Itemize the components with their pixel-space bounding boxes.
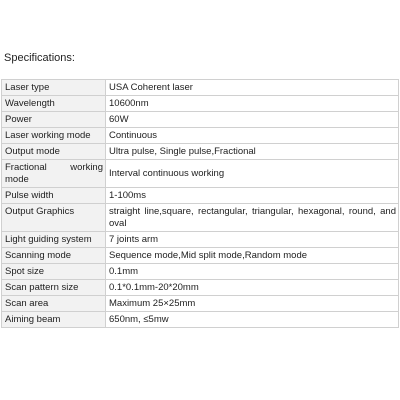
- specifications-table: [1, 79, 399, 328]
- spec-label: [2, 160, 106, 188]
- table-row: [2, 144, 399, 160]
- spec-label: Scanning mode: [2, 248, 106, 264]
- spec-value: Sequence mode,Mid split mode,Random mode: [106, 248, 399, 264]
- spec-label: Laser working mode: [2, 128, 106, 144]
- spec-value: 7 joints arm: [106, 232, 399, 248]
- spec-label-line: Fractional working: [5, 162, 103, 173]
- spec-value: 60W: [106, 112, 399, 128]
- spec-value: straight line,square, rectangular, triangular, hexagonal, round, and oval: [106, 204, 399, 232]
- table-row: [2, 112, 399, 128]
- spec-label: Wavelength: [2, 96, 106, 112]
- table-row: [2, 280, 399, 296]
- spec-label: Light guiding system: [2, 232, 106, 248]
- table-row: [2, 160, 399, 188]
- spec-value: 1-100ms: [106, 188, 399, 204]
- table-row: [2, 264, 399, 280]
- table-row: [2, 80, 399, 96]
- spec-value: Maximum 25×25mm: [106, 296, 399, 312]
- spec-value: Continuous: [106, 128, 399, 144]
- spec-value: 0.1*0.1mm-20*20mm: [106, 280, 399, 296]
- spec-label: Spot size: [2, 264, 106, 280]
- specifications-heading: Specifications:: [4, 52, 75, 64]
- table-row: [2, 232, 399, 248]
- spec-label-line: mode: [5, 174, 29, 185]
- table-row: [2, 248, 399, 264]
- spec-label: Power: [2, 112, 106, 128]
- table-row: [2, 296, 399, 312]
- spec-label: Aiming beam: [2, 312, 106, 328]
- spec-label: Output mode: [2, 144, 106, 160]
- spec-value: Interval continuous working: [106, 160, 399, 188]
- table-row: [2, 204, 399, 232]
- spec-value: USA Coherent laser: [106, 80, 399, 96]
- spec-value: Ultra pulse, Single pulse,Fractional: [106, 144, 399, 160]
- spec-label: Laser type: [2, 80, 106, 96]
- spec-value: 0.1mm: [106, 264, 399, 280]
- table-row: [2, 312, 399, 328]
- spec-label: Pulse width: [2, 188, 106, 204]
- table-row: [2, 128, 399, 144]
- table-row: [2, 96, 399, 112]
- spec-value: 10600nm: [106, 96, 399, 112]
- spec-value: 650nm, ≤5mw: [106, 312, 399, 328]
- spec-label: Output Graphics: [2, 204, 106, 232]
- spec-label: Scan pattern size: [2, 280, 106, 296]
- table-row: [2, 188, 399, 204]
- spec-label: Scan area: [2, 296, 106, 312]
